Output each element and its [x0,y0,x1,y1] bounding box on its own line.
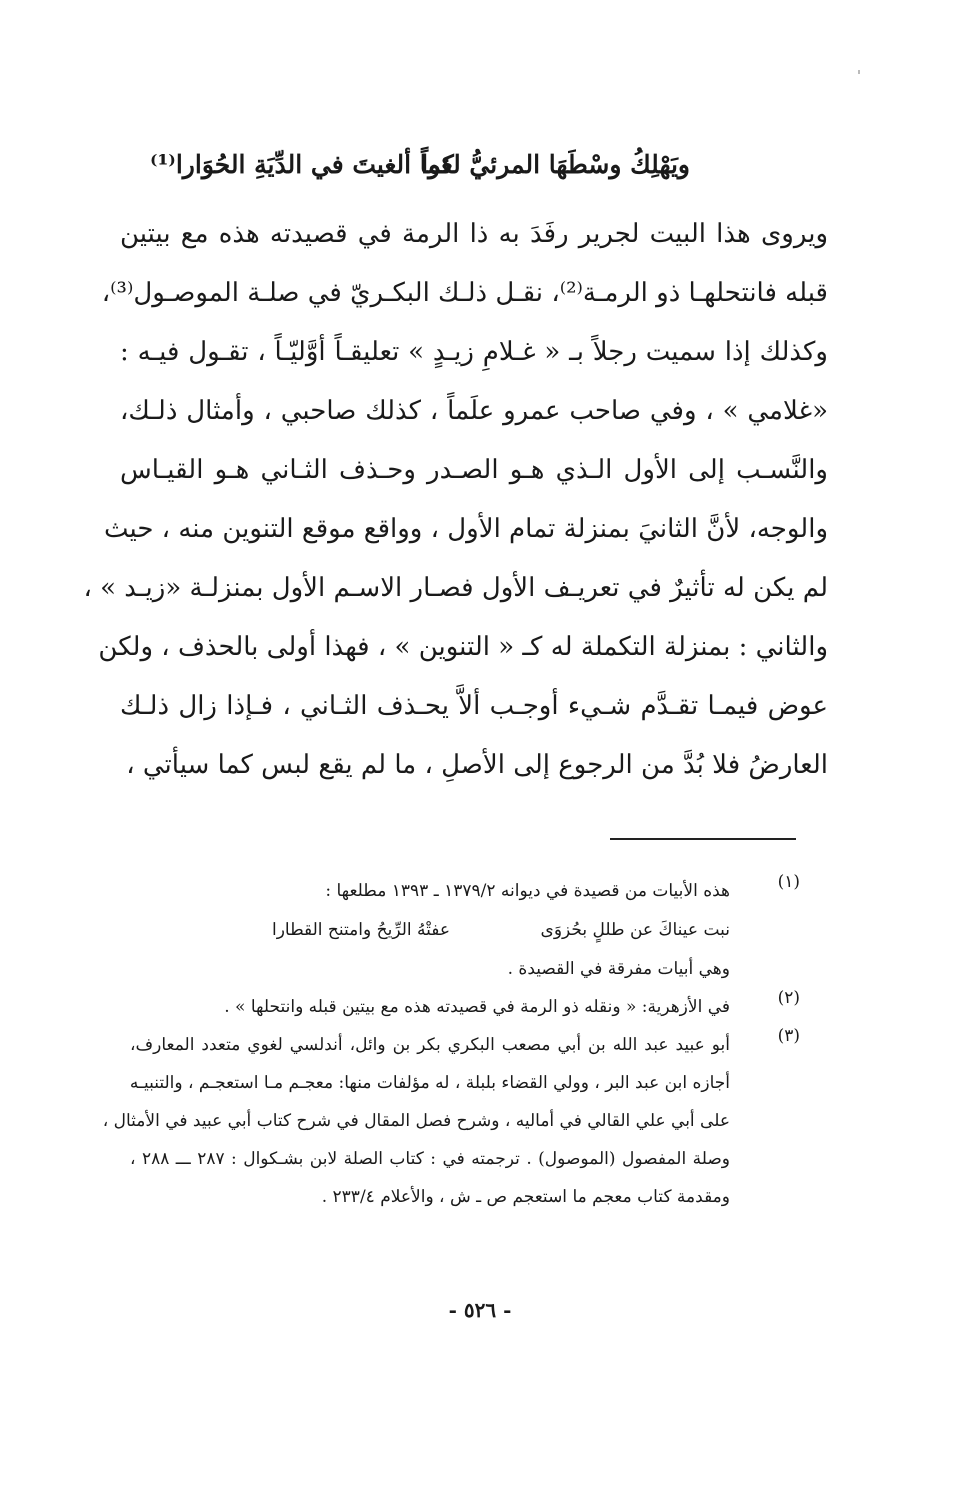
footnote-line: أجازه ابن عبد البر ، وولي القضاء بلبلة ، له مؤلفات منها: معجـم مـا استعجـم ، والتنبيـه [129,1073,730,1093]
footnote-1 [130,872,800,988]
paragraph-line: والنَّسـب إلى الأول الـذي هـو الصـدر وحـذف الثـاني هـو القيـاس [120,455,828,485]
paragraph-line: قبله فانتحلهـا ذو الرمـة⁽²⁾، نقـل ذلـك البكـريّ في صلـة الموصـول⁽³⁾، [101,278,828,308]
paragraph-line: والثاني : بمنزلة التكملة له كـ « التنوين » ، فهذا أولى بالحذف ، ولكن [98,632,828,662]
footnote-number: (٢) [777,988,800,1008]
footnote-line: ومقدمة كتاب معجم ما استعجم ص ـ ش ، والأعلام ٢٣٣/٤ . [321,1187,730,1207]
paragraph-line: ويروى هذا البيت لجرير رفَدَ به ذا الرمة في قصيدته هذه مع بيتين [120,219,828,249]
footnote-line: هذه الأبيات من قصيدة في ديوانه ١٣٧٩/٢ ـ ١٣٩٣ مطلعها : [325,881,730,901]
footnote-number: (١) [777,872,800,892]
verse-first-hemistich: ويَهْلِكُ وسْطَهَا المرئيُّ لغواً [421,150,690,179]
paragraph-line: العارضُ فلا بُدَّ من الرجوع إلى الأصلِ ، ما لم يقع لبس كما سيأتي ، [126,750,828,780]
paragraph-line: وكذلك إذا سميت رجلاً بـ « غـلامِ زيـدٍ » تعليقـاً أوَّليّـاً ، تقـول فيـه : [120,337,828,367]
footnote-line: وهي أبيات مفرقة في القصيدة . [507,959,730,979]
footnote-verse-first: نبت عيناكَ عن طللٍ بحُزوَى [540,920,730,940]
footnote-2 [130,988,800,1026]
paragraph-line: لم يكن له تأثيرٌ في تعريـف الأول فصـار الاسـم الأول بمنزلـة «زيـد » ، [83,573,828,603]
paragraph-line: عوض فيمـا تقـدَّم شـيء أوجـب ألاَّ يحـذف الثـاني ، فـإذا زال ذلـك [120,691,828,721]
footnote-line: وصلة المفصول (الموصول) . ترجمته في : كتاب الصلة لابن بشـكوال : ٢٨٧ ـــ ٢٨٨ ، [130,1149,731,1169]
footnotes [102,872,800,1216]
footnote-separator [610,838,796,840]
footnote-line: على أبي علي القالي في أماليه ، وشرح فصل المقال في شرح كتاب أبي عبيد في الأمثال ، [102,1111,730,1131]
main-paragraph [83,205,828,795]
footnote-line: أبو عبيد عبد الله بن أبي مصعب البكري بكر بن وائل، أندلسي لغوي متعدد المعارف، [130,1035,730,1055]
verse-second-hemistich: كما ألغيتَ في الدِّيَةِ الحُوَارا⁽¹⁾ [150,150,454,179]
poetry-verse [150,150,690,194]
scan-speck [858,70,860,74]
footnote-verse [130,910,730,950]
footnote-3 [102,1026,800,1216]
page-number: - ٥٢٦ - [448,1298,512,1322]
paragraph-line: والوجه، لأنَّ الثانيَ بمنزلة تمام الأول ، وواقع موقع التنوين منه ، حيث [103,514,828,544]
footnote-line: في الأزهرية: « ونقله ذو الرمة في قصيدته هذه مع بيتين قبله وانتحلها » . [224,997,730,1017]
footnote-number: (٣) [777,1026,800,1046]
paragraph-line: «غلامي » ، وفي صاحب عمرو علَماً ، كذلك صاحبي ، وأمثال ذلـك، [120,396,828,426]
footnote-verse-second: عفتْهُ الرِّيحُ وامتنح القطارا [271,920,450,940]
